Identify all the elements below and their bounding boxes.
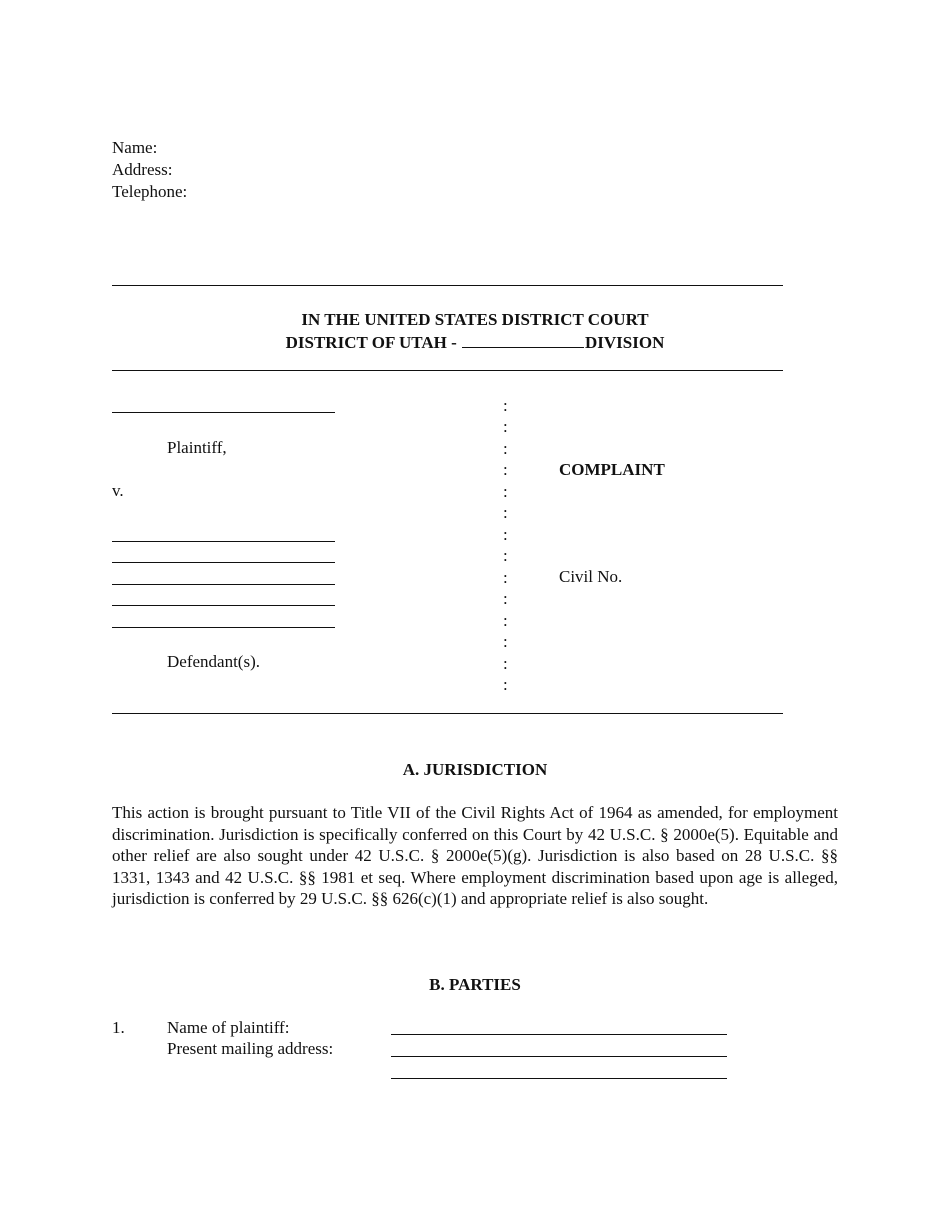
telephone-label: Telephone: xyxy=(112,182,188,201)
versus-label: v. xyxy=(112,481,124,500)
caption-separator: : xyxy=(503,632,508,651)
caption-separator: : xyxy=(503,589,508,608)
heading-rule xyxy=(112,370,783,371)
caption-separator: : xyxy=(503,675,508,694)
defendant-blank-2[interactable] xyxy=(112,562,335,563)
plaintiff-label: Plaintiff, xyxy=(167,438,227,457)
caption-bottom-rule xyxy=(112,713,783,714)
defendant-blank-1[interactable] xyxy=(112,541,335,542)
plaintiff-name-field[interactable] xyxy=(391,1034,727,1035)
plaintiff-name-blank[interactable] xyxy=(112,412,335,413)
jurisdiction-heading: A. JURISDICTION xyxy=(402,760,548,779)
mailing-address-label: Present mailing address: xyxy=(167,1039,334,1058)
address-label: Address: xyxy=(112,160,173,179)
document-title: COMPLAINT xyxy=(559,460,665,479)
division-blank[interactable] xyxy=(462,330,584,348)
caption-separator: : xyxy=(503,546,508,565)
court-division-line xyxy=(0,330,950,353)
caption-separator: : xyxy=(503,460,508,479)
caption-separator: : xyxy=(503,439,508,458)
mailing-address-field-2[interactable] xyxy=(391,1078,727,1079)
caption-separator: : xyxy=(503,396,508,415)
top-rule xyxy=(112,285,783,286)
civil-no-label: Civil No. xyxy=(559,567,623,586)
name-of-plaintiff-label: Name of plaintiff: xyxy=(167,1018,290,1037)
item-number: 1. xyxy=(112,1018,125,1037)
court-title: IN THE UNITED STATES DISTRICT COURT xyxy=(301,310,649,329)
caption-separator: : xyxy=(503,611,508,630)
district-label: DISTRICT OF UTAH - xyxy=(285,333,457,352)
defendant-label: Defendant(s). xyxy=(167,652,260,671)
jurisdiction-paragraph: This action is brought pursuant to Title VII of the Civil Rights Act of 1964 as amended, for employment discrimination. Jurisdiction is specifically conferred on this Court by 42 U.S.C. § 2000e(5). Equitable and other relief are also sought under 42 U.S.C. § 2000e(5)(g). Jurisdiction is also based on 28 U.S.C. §§ 1331, 1343 and 42 U.S.C. §§ 1981 et seq. Where employment discrimination based upon age is alleged, jurisdiction is conferred by 29 U.S.C. §§ 626(c)(1) and appropriate relief is also sought. xyxy=(112,803,838,909)
defendant-blank-4[interactable] xyxy=(112,605,335,606)
name-label: Name: xyxy=(112,138,158,157)
caption-separator: : xyxy=(503,654,508,673)
defendant-blank-3[interactable] xyxy=(112,584,335,585)
mailing-address-field-1[interactable] xyxy=(391,1056,727,1057)
caption-separator: : xyxy=(503,417,508,436)
parties-heading: B. PARTIES xyxy=(429,975,521,994)
caption-separator: : xyxy=(503,503,508,522)
defendant-blank-5[interactable] xyxy=(112,627,335,628)
caption-separator: : xyxy=(503,525,508,544)
division-label: DIVISION xyxy=(585,333,665,352)
caption-separator: : xyxy=(503,568,508,587)
caption-separator: : xyxy=(503,482,508,501)
